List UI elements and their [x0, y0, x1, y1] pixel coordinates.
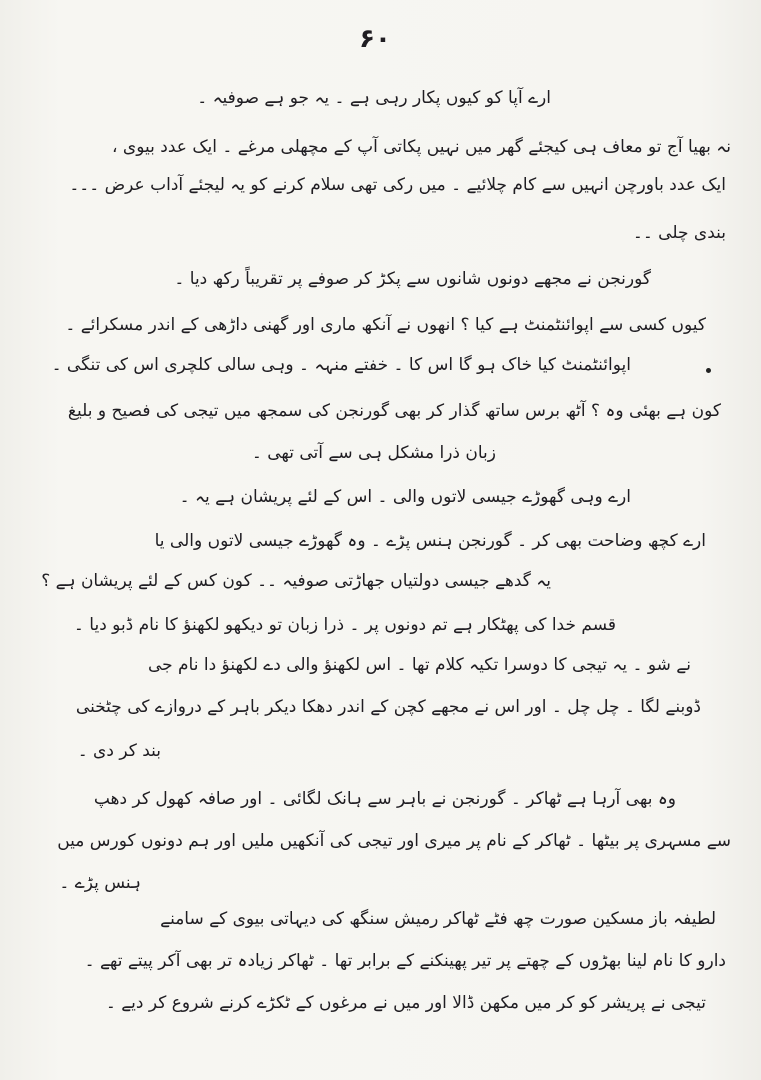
text-line-2: نہ بھیا آج تو معاف ہی کیجئے گھر میں نہیں پکاتی آپ کے مچھلی مرغے ۔ ایک عدد بیوی ، [112, 137, 731, 157]
text-line-19: ہنس پڑے ۔ [59, 873, 141, 893]
text-line-3: ایک عدد باورچن انہیں سے کام چلائیے ۔ میں رکی تھی سلام کرنے کو یہ لیجئے آداب عرض ۔۔۔ [69, 175, 726, 195]
text-line-21: دارو کا نام لینا بھڑوں کے چھتے پر تیر پھینکنے کے برابر تھا ۔ ٹھاکر زیادہ تر بھی آکر پیتے تھے ۔ [84, 951, 726, 971]
text-line-9: زبان ذرا مشکل ہی سے آتی تھی ۔ [251, 443, 496, 463]
text-line-12: یہ گدھے جیسی دولتیاں جھاڑتی صوفیہ ۔۔ کون کس کے لئے پریشان ہے ؟ [41, 571, 551, 591]
text-line-5: گورنجن نے مجھے دونوں شانوں سے پکڑ کر صوفے پر تقریباً رکھ دیا ۔ [174, 269, 651, 289]
text-line-6: کیوں کسی سے اپوائنٹمنٹ ہے کیا ؟ انھوں نے آنکھ ماری اور گھنی داڑھی کے اندر مسکرائے ۔ [65, 315, 706, 335]
text-line-4: بندی چلی ۔۔ [632, 223, 726, 243]
text-line-1: ارے آپا کو کیوں پکار رہی ہے ۔ یہ جو ہے صوفیہ ۔ [197, 88, 551, 108]
text-line-16: بند کر دی ۔ [77, 741, 161, 761]
text-line-13: قسم خدا کی پھٹکار ہے تم دونوں پر ۔ ذرا زبان تو دیکھو لکھنؤ کا نام ڈبو دیا ۔ [73, 615, 616, 635]
text-line-20: لطیفہ باز مسکین صورت چھ فٹے ٹھاکر رمیش سنگھ کی دیہاتی بیوی کے سامنے [160, 909, 716, 929]
text-line-15: ڈوبنے لگا ۔ چل چل ۔ اور اس نے مجھے کچن کے اندر دھکا دیکر باہر کے دروازے کی چٹخنی [75, 697, 701, 717]
text-line-10: ارے وہی گھوڑے جیسی لاتوں والی ۔ اس کے لئے پریشان ہے یہ ۔ [179, 487, 631, 507]
margin-ink-dot [706, 368, 711, 373]
text-line-8: کون ہے بھئی وہ ؟ آٹھ برس ساتھ گذار کر بھی گورنجن کی سمجھ میں تیجی کی فصیح و بلیغ [67, 401, 721, 421]
text-line-11: ارے کچھ وضاحت بھی کر ۔ گورنجن ہنس پڑے ۔ وہ گھوڑے جیسی لاتوں والی یا [154, 531, 706, 551]
text-line-22: تیجی نے پریشر کو کر میں مکھن ڈالا اور میں نے مرغوں کے ٹکڑے کرنے شروع کر دیے ۔ [105, 993, 706, 1013]
text-line-7: اپوائنٹمنٹ کیا خاک ہو گا اس کا ۔ خفتے منہہ ۔ وہی سالی کلچری اس کی تنگی ۔ [51, 355, 631, 375]
text-line-14: نے شو ۔ یہ تیجی کا دوسرا تکیہ کلام تھا ۔ اس لکھنؤ والی دے لکھنؤ دا نام جی [147, 655, 691, 675]
page-number: ۶۰ [359, 24, 391, 54]
text-line-17: وہ بھی آرہا ہے ٹھاکر ۔ گورنجن نے باہر سے ہانک لگائی ۔ اور صافہ کھول کر دھپ [93, 789, 676, 809]
text-line-18: سے مسہری پر بیٹھا ۔ ٹھاکر کے نام پر میری اور تیجی کی آنکھیں ملیں اور ہم دونوں کورس میں [57, 831, 731, 851]
